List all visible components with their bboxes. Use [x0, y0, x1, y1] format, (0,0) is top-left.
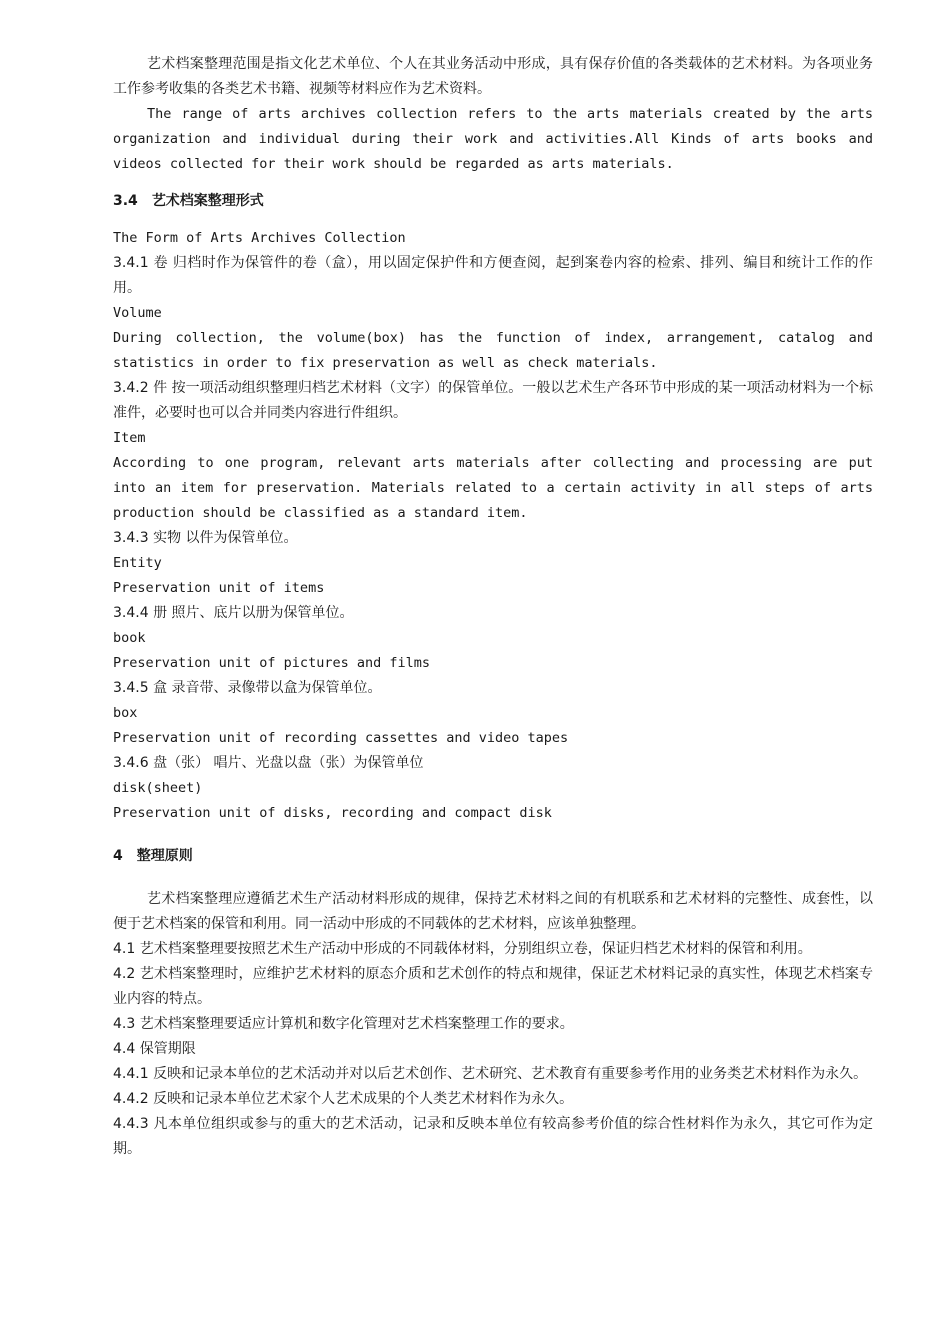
item-3-4-4-en: Preservation unit of pictures and films — [113, 655, 430, 671]
item-4-1: 4.1 艺术档案整理要按照艺术生产活动中形成的不同载体材料，分别组织立卷，保证归档艺术材料的保管和利用。 — [113, 941, 812, 957]
item-4-4-1: 4.4.1 反映和记录本单位的艺术活动并对以后艺术创作、艺术研究、艺术教育有重要参考作用的业务类艺术材料作为永久。 — [113, 1066, 868, 1082]
item-3-4-6-en: Preservation unit of disks, recording and compact disk — [113, 805, 552, 821]
item-3-4-2-term: Item — [113, 430, 146, 446]
item-4-4-3: 4.4.3 凡本单位组织或参与的重大的艺术活动，记录和反映本单位有较高参考价值的综合性材料作为永久，其它可作为定期。 — [113, 1116, 873, 1157]
item-3-4-2-en: According to one program, relevant arts materials after collecting and processing are put into an item for preservation. Materials related to a certain activity in all steps of arts production should be classified as a standard item. — [113, 455, 873, 521]
section-3-4-en-title: The Form of Arts Archives Collection — [113, 230, 406, 246]
item-3-4-1-cn: 3.4.1 卷 归档时作为保管件的卷（盒），用以固定保护件和方便查阅，起到案卷内容的检索、排列、编目和统计工作的作用。 — [113, 255, 873, 296]
intro-paragraph-en: The range of arts archives collection refers to the arts materials created by the arts organization and individual during their work and activities.All Kinds of arts books and videos collected for their work should be regarded as arts materials. — [113, 106, 873, 172]
item-3-4-4-term: book — [113, 630, 146, 646]
item-3-4-2-cn: 3.4.2 件 按一项活动组织整理归档艺术材料（文字）的保管单位。一般以艺术生产各环节中形成的某一项活动材料为一个标准件，必要时也可以合并同类内容进行件组织。 — [113, 380, 873, 421]
item-3-4-4-cn: 3.4.4 册 照片、底片以册为保管单位。 — [113, 605, 354, 621]
section-number: 4 — [113, 848, 123, 864]
item-3-4-3-en: Preservation unit of items — [113, 580, 325, 596]
section-number: 3.4 — [113, 193, 138, 209]
item-3-4-1-term: Volume — [113, 305, 162, 321]
document-page — [113, 52, 873, 1162]
section-title: 整理原则 — [136, 848, 193, 864]
item-3-4-5-en: Preservation unit of recording cassettes and video tapes — [113, 730, 569, 746]
item-3-4-6-term: disk(sheet) — [113, 780, 203, 796]
item-3-4-1-en: During collection, the volume(box) has the function of index, arrangement, catalog and statistics in order to fix preservation as well as check materials. — [113, 330, 873, 371]
item-3-4-3-cn: 3.4.3 实物 以件为保管单位。 — [113, 530, 298, 546]
section-4-intro: 艺术档案整理应遵循艺术生产活动材料形成的规律，保持艺术材料之间的有机联系和艺术材料的完整性、成套性，以便于艺术档案的保管和利用。同一活动中形成的不同载体的艺术材料，应该单独整理。 — [113, 891, 873, 932]
item-4-3: 4.3 艺术档案整理要适应计算机和数字化管理对艺术档案整理工作的要求。 — [113, 1016, 574, 1032]
item-3-4-3-term: Entity — [113, 555, 162, 571]
item-3-4-6-cn: 3.4.6 盘（张） 唱片、光盘以盘（张）为保管单位 — [113, 755, 424, 771]
item-4-2: 4.2 艺术档案整理时，应维护艺术材料的原态介质和艺术创作的特点和规律，保证艺术材料记录的真实性，体现艺术档案专业内容的特点。 — [113, 966, 873, 1007]
item-4-4: 4.4 保管期限 — [113, 1041, 196, 1057]
item-3-4-5-cn: 3.4.5 盒 录音带、录像带以盒为保管单位。 — [113, 680, 382, 696]
item-4-4-2: 4.4.2 反映和记录本单位艺术家个人艺术成果的个人类艺术材料作为永久。 — [113, 1091, 574, 1107]
item-3-4-5-term: box — [113, 705, 138, 721]
section-title: 艺术档案整理形式 — [151, 193, 264, 209]
intro-paragraph-cn: 艺术档案整理范围是指文化艺术单位、个人在其业务活动中形成，具有保存价值的各类载体的艺术材料。为各项业务工作参考收集的各类艺术书籍、视频等材料应作为艺术资料。 — [113, 56, 873, 97]
section-3-4-heading — [113, 189, 873, 214]
section-4-heading — [113, 844, 873, 869]
